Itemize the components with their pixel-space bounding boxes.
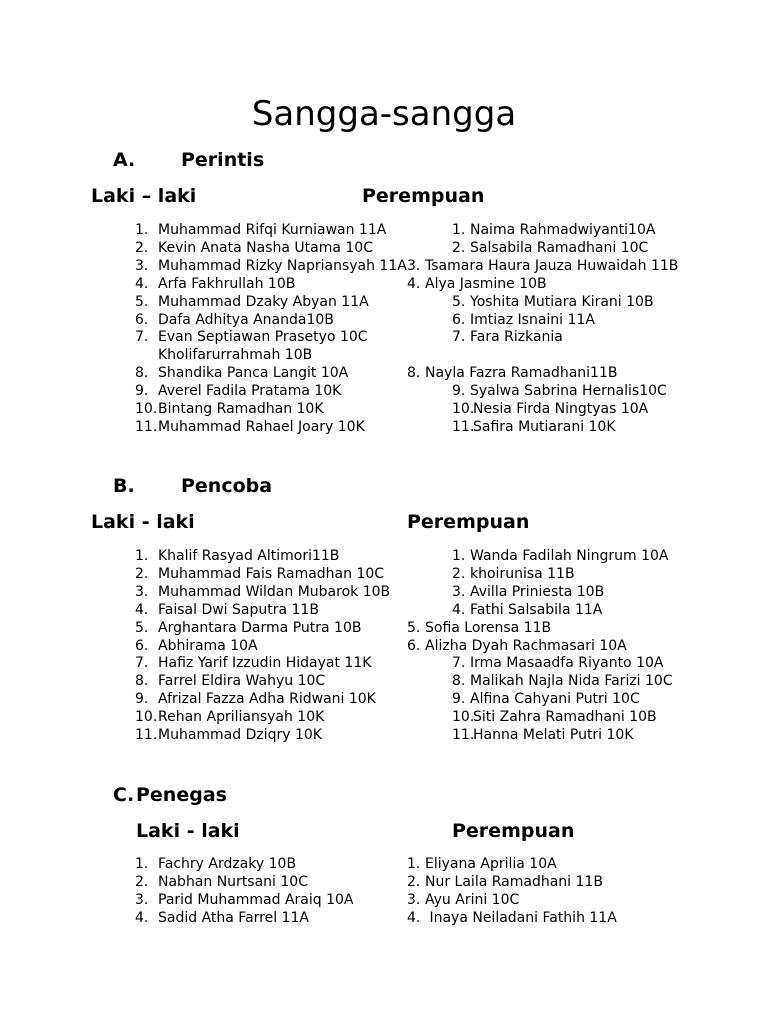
item-number: 1. — [135, 222, 149, 238]
member-name: Siti Zahra Ramadhani 10B — [473, 709, 657, 725]
member-name: Hafiz Yarif Izzudin Hidayat 11K — [158, 655, 372, 671]
item-number: 8. — [135, 365, 149, 381]
member-name: Muhammad Dziqry 10K — [158, 727, 322, 743]
page-title: Sangga-sangga — [251, 94, 517, 134]
member-name: Salsabila Ramadhani 10C — [470, 240, 649, 256]
item-number: 2. — [135, 566, 149, 582]
item-number: 3. — [135, 892, 149, 908]
member-name: Wanda Fadilah Ningrum 10A — [470, 548, 669, 564]
male-column-heading: Laki - laki — [136, 820, 240, 842]
member-name: Abhirama 10A — [158, 638, 258, 654]
item-number: 3. — [407, 892, 421, 908]
member-name: Nabhan Nurtsani 10C — [158, 874, 308, 890]
item-number: 11. — [452, 419, 475, 435]
item-number: 6. — [452, 312, 466, 328]
section-letter: B. — [113, 475, 135, 497]
member-name: Kevin Anata Nasha Utama 10C — [158, 240, 373, 256]
member-name: Farrel Eldira Wahyu 10C — [158, 673, 326, 689]
item-number: 5. — [452, 294, 466, 310]
member-name: Arghantara Darma Putra 10B — [158, 620, 362, 636]
member-name: Arfa Fakhrullah 10B — [158, 276, 296, 292]
item-number: 1. — [452, 548, 466, 564]
member-name: Parid Muhammad Araiq 10A — [158, 892, 354, 908]
member-name: Syalwa Sabrina Hernalis10C — [470, 383, 667, 399]
item-number: 8. — [407, 365, 421, 381]
female-column-heading: Perempuan — [452, 820, 575, 842]
member-name: Ayu Arini 10C — [425, 892, 520, 908]
item-number: 9. — [135, 691, 149, 707]
member-name: Sadid Atha Farrel 11A — [158, 910, 309, 926]
item-number: 4. — [407, 910, 421, 926]
member-name: Nur Laila Ramadhani 11B — [425, 874, 603, 890]
section-letter: A. — [113, 149, 136, 171]
item-number: 4. — [135, 910, 149, 926]
member-name: Fathi Salsabila 11A — [470, 602, 603, 618]
member-name: Tsamara Haura Jauza Huwaidah 11B — [425, 258, 679, 274]
member-name: Evan Septiawan Prasetyo 10C — [158, 329, 368, 345]
member-name: Yoshita Mutiara Kirani 10B — [470, 294, 654, 310]
female-column-heading: Perempuan — [407, 511, 530, 533]
item-number: 3. — [407, 258, 421, 274]
item-number: 8. — [452, 673, 466, 689]
item-number: 1. — [407, 856, 421, 872]
item-number: 6. — [135, 638, 149, 654]
item-number: 3. — [135, 258, 149, 274]
member-name: Kholifarurrahmah 10B — [158, 347, 313, 363]
member-name: Imtiaz Isnaini 11A — [470, 312, 595, 328]
item-number: 11. — [452, 727, 475, 743]
item-number: 4. — [452, 602, 466, 618]
member-name: Muhammad Wildan Mubarok 10B — [158, 584, 391, 600]
section-title: Penegas — [136, 784, 227, 806]
item-number: 5. — [135, 294, 149, 310]
item-number: 10. — [135, 709, 158, 725]
member-name: Nesia Firda Ningtyas 10A — [473, 401, 649, 417]
item-number: 2. — [452, 566, 466, 582]
member-name: Irma Masaadfa Riyanto 10A — [470, 655, 664, 671]
item-number: 1. — [452, 222, 466, 238]
section-title: Perintis — [181, 149, 265, 171]
item-number: 2. — [135, 874, 149, 890]
item-number: 9. — [452, 383, 466, 399]
member-name: Inaya Neiladani Fathih 11A — [425, 910, 617, 926]
item-number: 2. — [407, 874, 421, 890]
member-name: Faisal Dwi Saputra 11B — [158, 602, 319, 618]
item-number: 7. — [452, 329, 466, 345]
item-number: 8. — [135, 673, 149, 689]
item-number: 5. — [407, 620, 421, 636]
male-column-heading: Laki - laki — [91, 511, 195, 533]
item-number: 2. — [135, 240, 149, 256]
item-number: 11. — [135, 727, 158, 743]
member-name: Fachry Ardzaky 10B — [158, 856, 297, 872]
member-name: Shandika Panca Langit 10A — [158, 365, 349, 381]
member-name: Safira Mutiarani 10K — [473, 419, 616, 435]
member-name: Bintang Ramadhan 10K — [158, 401, 324, 417]
item-number: 4. — [407, 276, 421, 292]
member-name: Muhammad Rifqi Kurniawan 11A — [158, 222, 387, 238]
member-name: Sofia Lorensa 11B — [425, 620, 552, 636]
female-column-heading: Perempuan — [362, 185, 485, 207]
member-name: khoirunisa 11B — [470, 566, 575, 582]
member-name: Alizha Dyah Rachmasari 10A — [425, 638, 627, 654]
item-number: 9. — [452, 691, 466, 707]
item-number: 7. — [452, 655, 466, 671]
section-letter: C. — [113, 784, 135, 806]
item-number: 10. — [452, 709, 475, 725]
item-number: 4. — [135, 276, 149, 292]
member-name: Naima Rahmadwiyanti10A — [470, 222, 656, 238]
member-name: Eliyana Aprilia 10A — [425, 856, 557, 872]
member-name: Nayla Fazra Ramadhani11B — [425, 365, 618, 381]
item-number: 9. — [135, 383, 149, 399]
member-name: Rehan Apriliansyah 10K — [158, 709, 325, 725]
member-name: Alya Jasmine 10B — [425, 276, 547, 292]
member-name: Khalif Rasyad Altimori11B — [158, 548, 340, 564]
member-name: Avilla Priniesta 10B — [470, 584, 605, 600]
item-number: 2. — [452, 240, 466, 256]
member-name: Malikah Najla Nida Farizi 10C — [470, 673, 673, 689]
item-number: 1. — [135, 548, 149, 564]
item-number: 7. — [135, 329, 149, 345]
section-title: Pencoba — [181, 475, 273, 497]
item-number: 10. — [135, 401, 158, 417]
item-number: 7. — [135, 655, 149, 671]
member-name: Averel Fadila Pratama 10K — [158, 383, 342, 399]
member-name: Alfina Cahyani Putri 10C — [470, 691, 640, 707]
item-number: 6. — [407, 638, 421, 654]
item-number: 6. — [135, 312, 149, 328]
member-name: Dafa Adhitya Ananda10B — [158, 312, 334, 328]
member-name: Muhammad Rizky Napriansyah 11A — [158, 258, 407, 274]
item-number: 4. — [135, 602, 149, 618]
item-number: 11. — [135, 419, 158, 435]
item-number: 3. — [452, 584, 466, 600]
member-name: Muhammad Fais Ramadhan 10C — [158, 566, 385, 582]
item-number: 10. — [452, 401, 475, 417]
member-name: Hanna Melati Putri 10K — [473, 727, 634, 743]
member-name: Fara Rizkania — [470, 329, 563, 345]
male-column-heading: Laki – laki — [91, 185, 197, 207]
member-name: Muhammad Dzaky Abyan 11A — [158, 294, 369, 310]
item-number: 3. — [135, 584, 149, 600]
member-name: Muhammad Rahael Joary 10K — [158, 419, 365, 435]
item-number: 1. — [135, 856, 149, 872]
member-name: Afrizal Fazza Adha Ridwani 10K — [158, 691, 376, 707]
item-number: 5. — [135, 620, 149, 636]
